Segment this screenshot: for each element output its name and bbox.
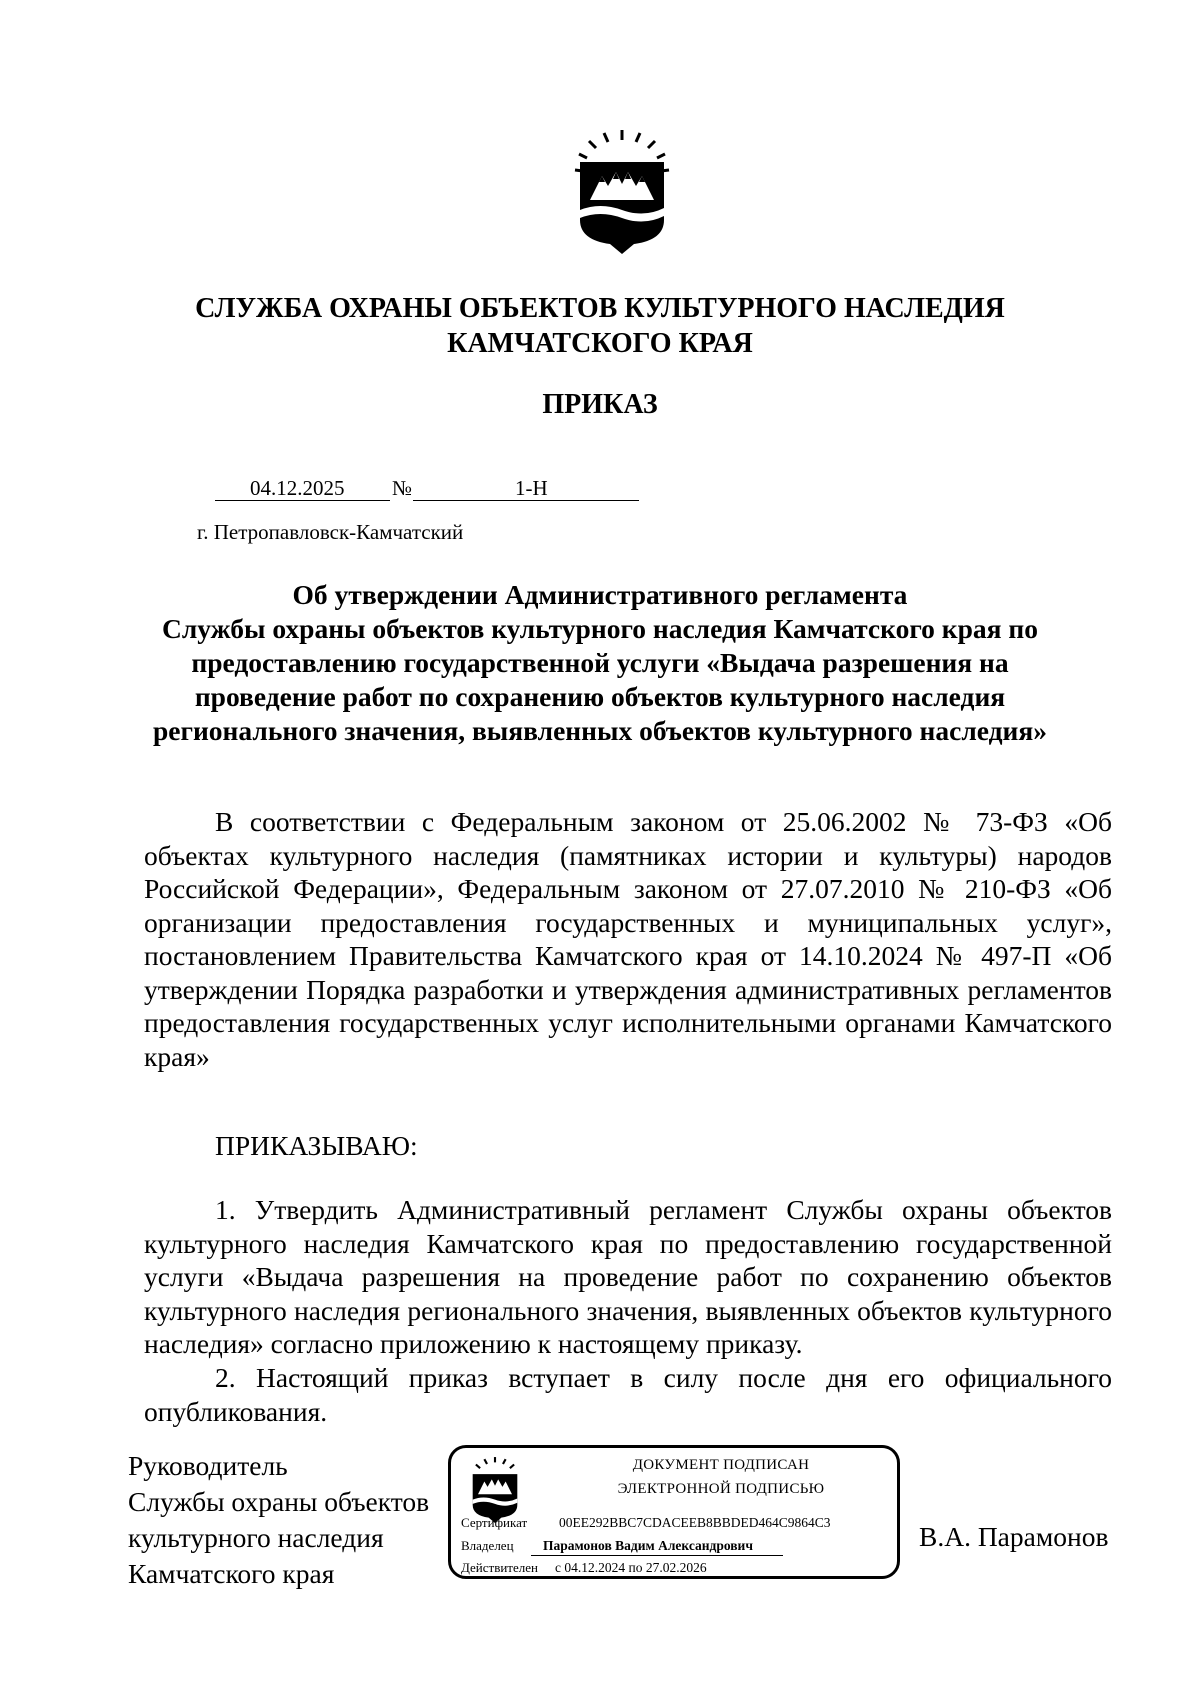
- title-line: регионального значения, выявленных объектов культурного наследия»: [152, 715, 1048, 746]
- signer-position-line: Службы охраны объектов: [128, 1486, 430, 1517]
- stamp-title-line2: ЭЛЕКТРОННОЙ ПОДПИСЬЮ: [617, 1481, 825, 1497]
- signer-position-line: Камчатского края: [128, 1558, 335, 1589]
- organization-name-line1: СЛУЖБА ОХРАНЫ ОБЪЕКТОВ КУЛЬТУРНОГО НАСЛЕДИЯ: [195, 293, 1005, 324]
- order-item-1: 1. Утвердить Административный регламент Службы охраны объектов культурного наследия Камчатского края по предоставлению государственной услуги «Выдача разрешения на проведение работ по сохранению объектов культурного наследия регионального значения, выявленных объектов культурного наследия» согласно приложению к настоящему приказу.: [144, 1194, 1112, 1359]
- title-line: проведение работ по сохранению объектов культурного наследия: [194, 681, 1006, 712]
- number-sign: №: [392, 476, 413, 500]
- stamp-valid-value: с 04.12.2024 по 27.02.2026: [555, 1560, 707, 1575]
- preamble-paragraph: В соответствии с Федеральным законом от 25.06.2002 № 73-ФЗ «Об объектах культурного наследия (памятниках истории и культуры) народов Российской Федерации», Федеральным законом от 27.07.2010 № 210-ФЗ «Об организации предоставления государственных и муниципальных услуг», постановлением Правительства Камчатского края от 14.10.2024 № 497-П «Об утверждении Порядка разработки и утверждения административных регламентов предоставления государственных услуг исполнительными органами Камчатского края»: [144, 806, 1112, 1072]
- stamp-cert-label: Сертификат: [461, 1515, 528, 1530]
- city: г. Петропавловск-Камчатский: [197, 520, 464, 544]
- title-line: предоставлению государственной услуги «Выдача разрешения на: [191, 647, 1009, 678]
- title-line: Службы охраны объектов культурного наследия Камчатского края по: [161, 613, 1039, 644]
- order-word: ПРИКАЗЫВАЮ:: [215, 1130, 418, 1161]
- coat-of-arms-emblem: [572, 128, 672, 256]
- signer-name: В.А. Парамонов: [919, 1521, 1109, 1552]
- order-item-2: 2. Настоящий приказ вступает в силу после дня его официального опубликования.: [144, 1362, 1112, 1427]
- stamp-owner-label: Владелец: [461, 1538, 514, 1553]
- organization-name-line2: КАМЧАТСКОГО КРАЯ: [447, 328, 753, 359]
- document-title: [130, 578, 1070, 748]
- document-number: 1-Н: [515, 476, 548, 500]
- stamp-cert-value: 00EE292BBC7CDACEEB8BBDED464C9864C3: [559, 1515, 831, 1530]
- stamp-owner-underline: [531, 1555, 783, 1556]
- stamp-valid-label: Действителен: [461, 1560, 538, 1575]
- stamp-owner-value: Парамонов Вадим Александрович: [543, 1538, 753, 1553]
- date-underline: [215, 500, 390, 501]
- number-underline: [413, 500, 639, 501]
- signer-position-line: культурного наследия: [128, 1522, 384, 1553]
- document-type: ПРИКАЗ: [542, 389, 658, 420]
- electronic-signature-stamp: [448, 1445, 900, 1579]
- title-line: Об утверждении Административного регламента: [292, 579, 908, 610]
- stamp-title-line1: ДОКУМЕНТ ПОДПИСАН: [632, 1457, 810, 1473]
- signer-position-line: Руководитель: [128, 1450, 288, 1481]
- document-date: 04.12.2025: [250, 476, 345, 500]
